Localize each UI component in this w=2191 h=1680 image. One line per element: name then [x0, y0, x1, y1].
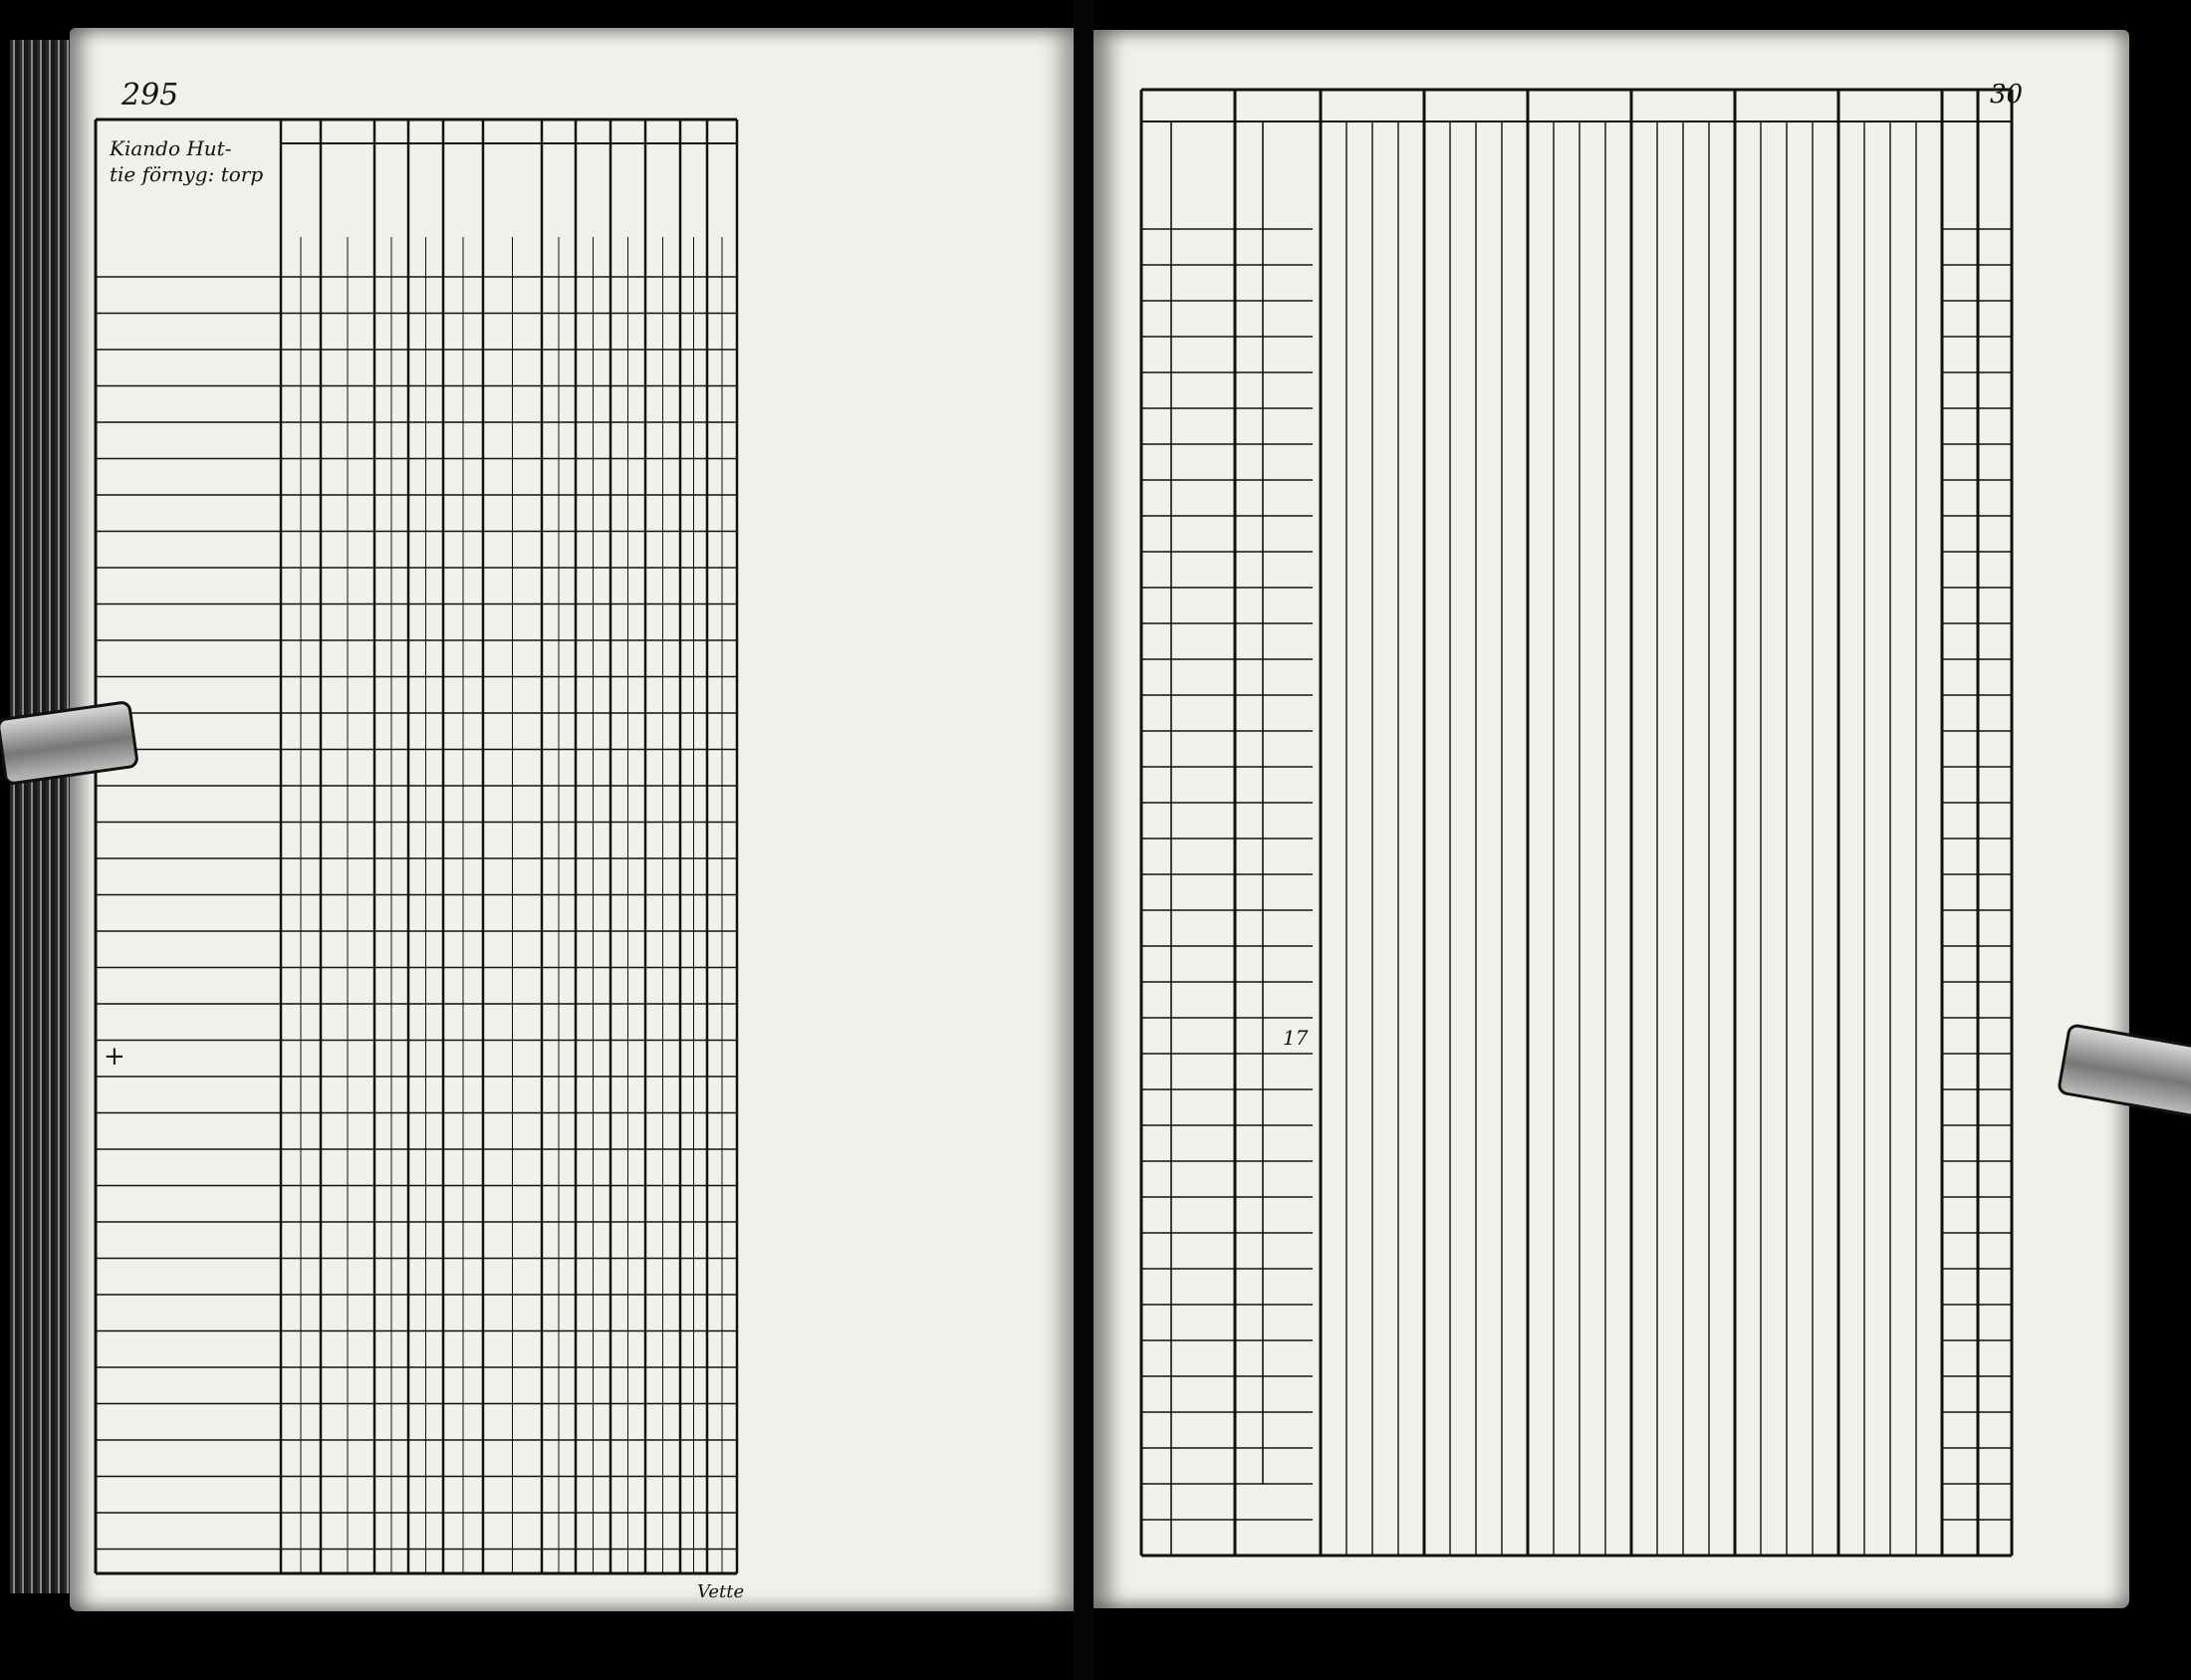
left-register-page — [70, 28, 1074, 1611]
column-subtitle — [487, 147, 540, 235]
column-subtitle — [412, 147, 441, 235]
column-group-label: Kiando Hut- tie förnyg: torp — [110, 136, 264, 186]
column-subtitle — [447, 147, 481, 235]
left-page-ruling — [70, 28, 1074, 1611]
right-register-page — [1094, 30, 2129, 1608]
footer-scrawl: Vette — [697, 1581, 745, 1602]
column-subtitle — [546, 147, 574, 235]
page-number: 295 — [122, 78, 179, 113]
corner-note: 30 — [1990, 80, 2024, 110]
death-anno: 17 — [1283, 1026, 1309, 1050]
column-subtitle — [580, 147, 609, 235]
column-subtitle — [378, 147, 406, 235]
column-subtitle — [285, 147, 319, 235]
column-subtitle — [649, 147, 678, 235]
book-spine — [1074, 0, 1094, 1680]
book-page-edges — [10, 40, 70, 1593]
column-subtitle — [711, 147, 735, 235]
right-page-ruling — [1094, 30, 2129, 1608]
cross-mark: + — [104, 1042, 125, 1072]
column-subtitle — [684, 147, 705, 235]
column-subtitle — [614, 147, 643, 235]
column-subtitle — [325, 147, 372, 235]
